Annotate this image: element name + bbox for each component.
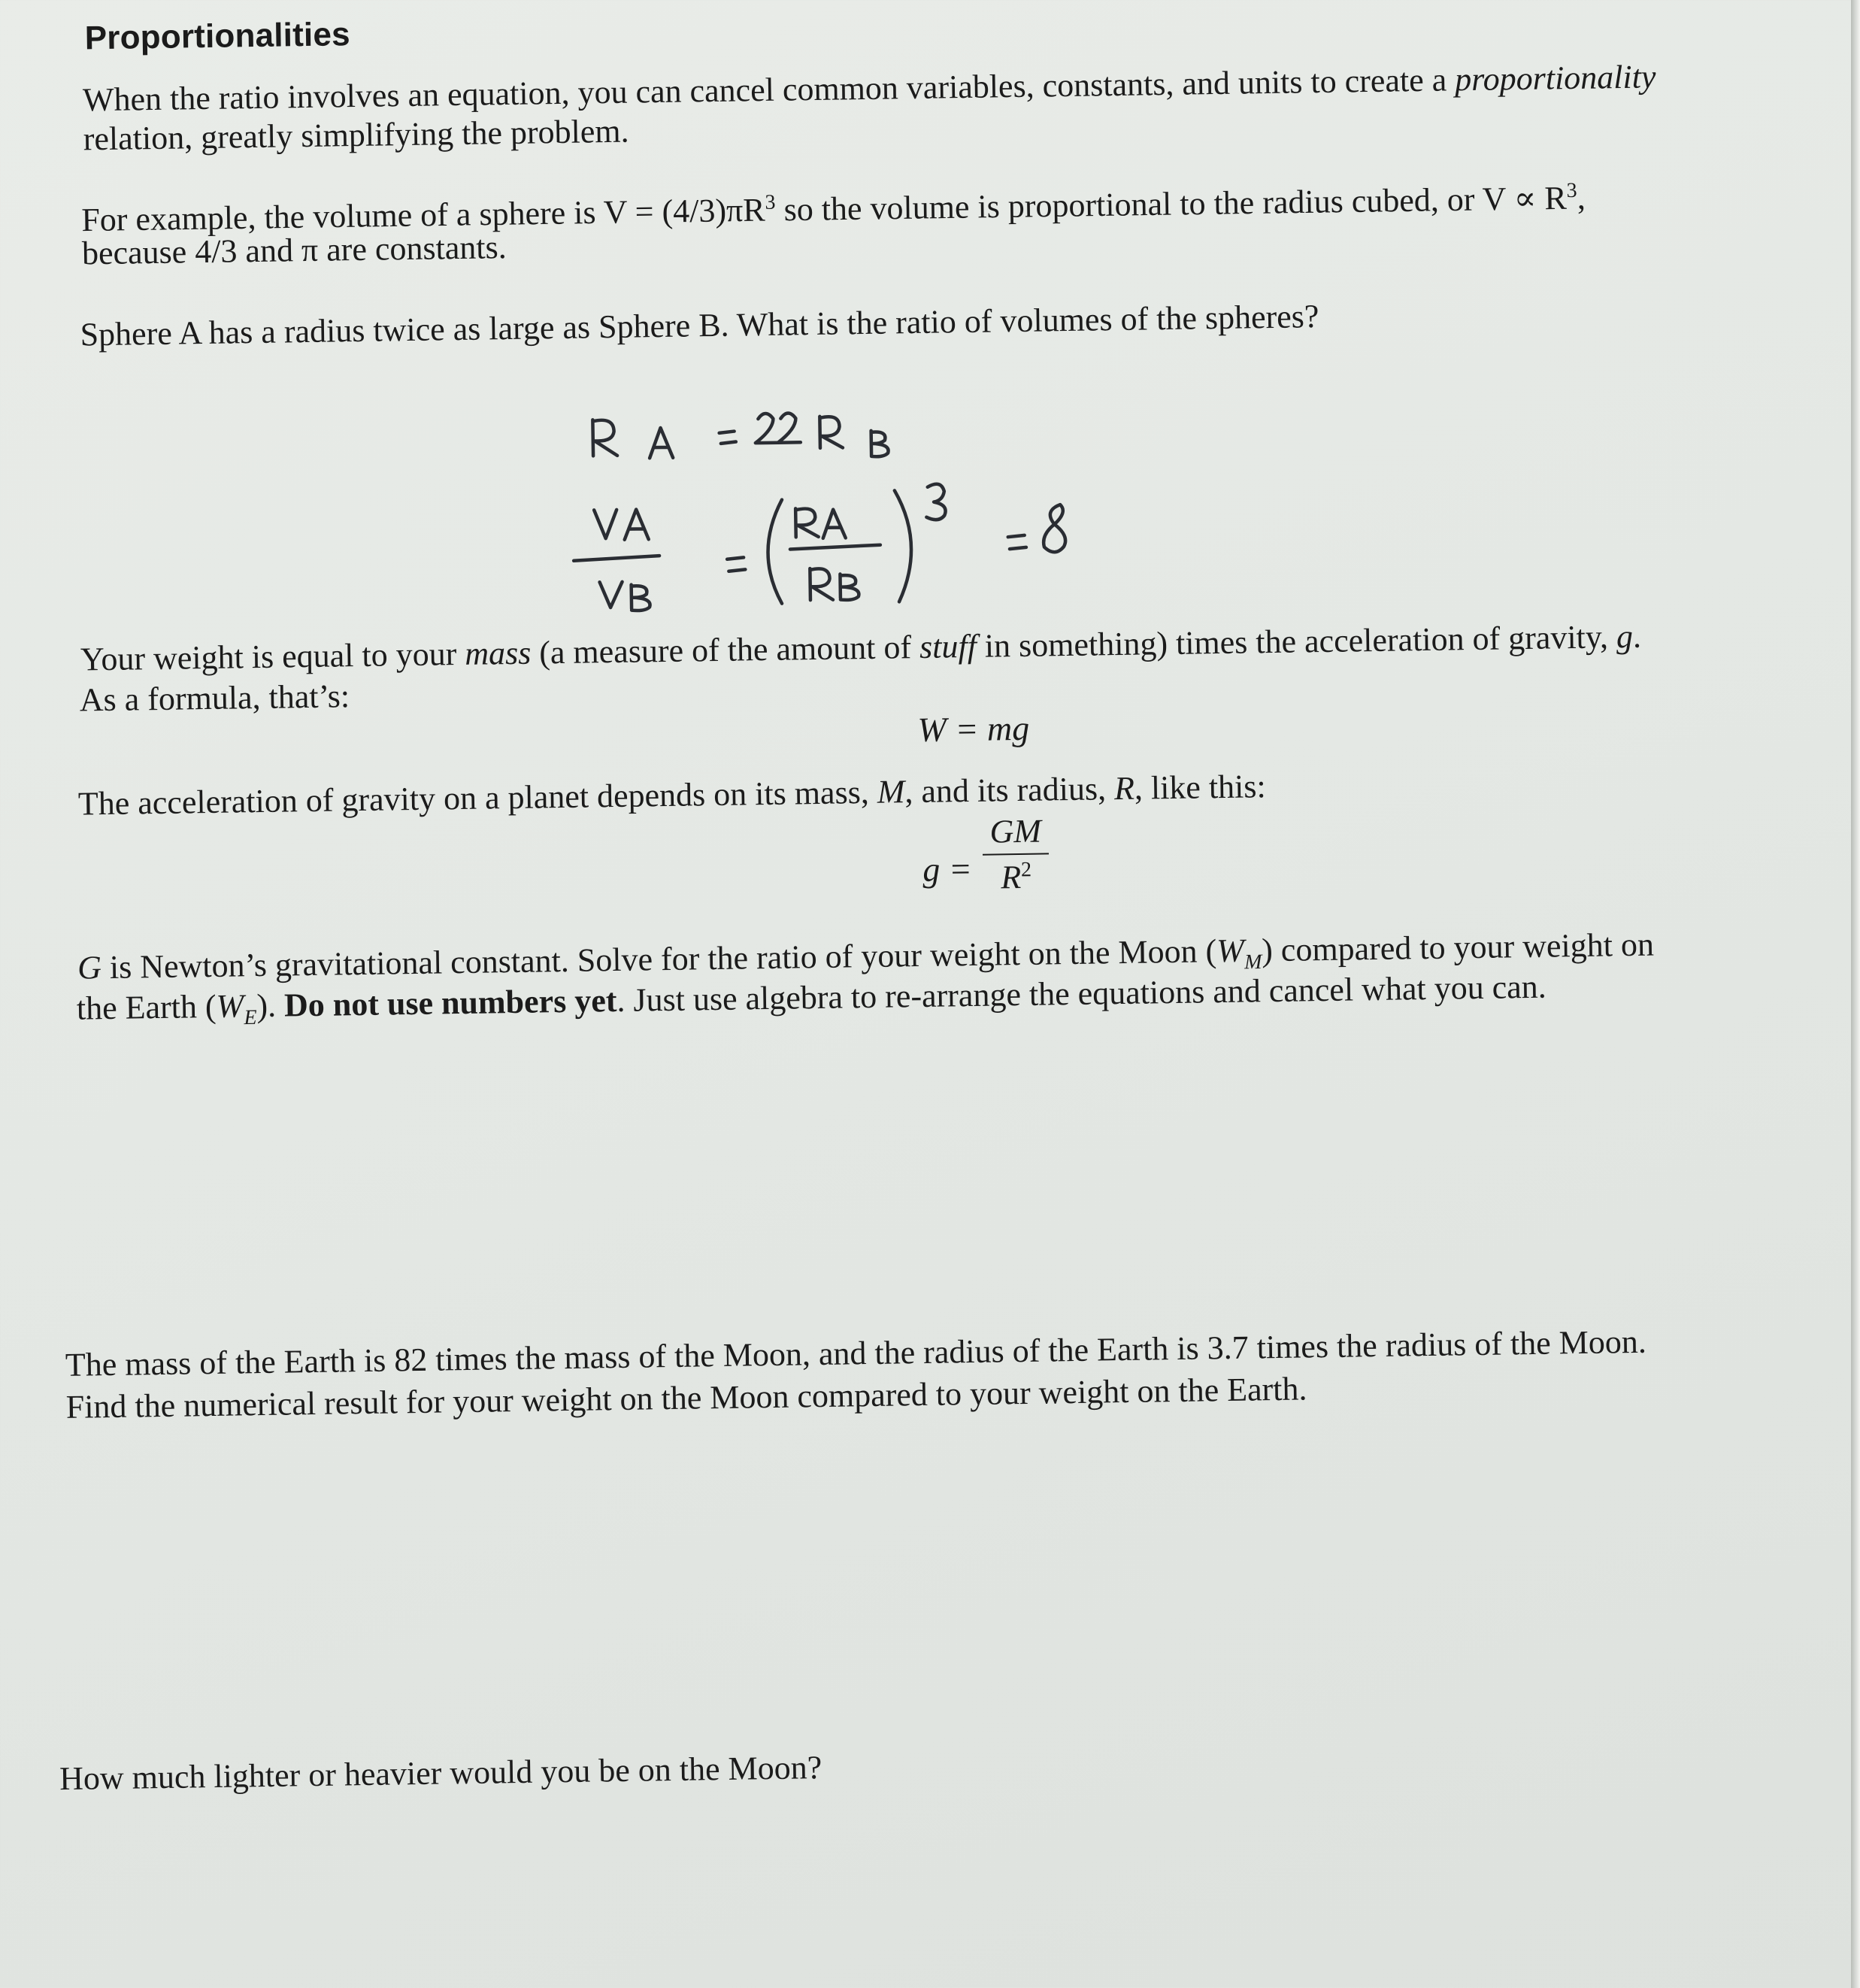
mass-term: mass: [464, 634, 532, 672]
hand-equals: [719, 432, 736, 444]
stuff-term: stuff: [919, 627, 977, 665]
numerical-line-1: The mass of the Earth is 82 times the mass of the Moon, and the radius of the Earth is 3.7 times the radius of the Moon.: [65, 1323, 1647, 1383]
hand-letter: [822, 509, 846, 538]
hand-letter: [650, 428, 674, 458]
radius-symbol: R: [1113, 769, 1135, 808]
hand-digit: [755, 414, 778, 443]
weight-symbol: W: [1216, 932, 1245, 970]
hand-letter: [795, 508, 819, 537]
hand-fraction-bar: [790, 545, 880, 550]
hand-paren: [767, 500, 783, 604]
comma: ,: [1577, 179, 1586, 217]
hand-letter: [594, 510, 617, 538]
hand-digit: [777, 413, 801, 442]
hand-letter: [810, 568, 833, 600]
hand-paren: [895, 490, 912, 602]
hand-digit: [926, 484, 946, 520]
gravity-text: The acceleration of gravity on a planet depends on its mass,: [77, 773, 878, 823]
mass-symbol: M: [877, 773, 905, 811]
solve-text: . Just use algebra to re-arrange the equations and cancel what you can.: [616, 968, 1547, 1019]
example-line-2: because 4/3 and π are constants.: [81, 229, 507, 272]
g-constant-symbol: G: [77, 949, 102, 986]
gravity-numerator: GM: [982, 811, 1049, 855]
weight-text: Your weight is equal to your: [80, 635, 465, 678]
hand-letter: [632, 584, 650, 611]
hand-fraction-bar: [574, 556, 659, 561]
solve-text: the Earth (: [76, 987, 217, 1027]
radius-symbol: R: [1000, 858, 1022, 896]
hand-digit: [1043, 505, 1065, 552]
hand-letter: [592, 420, 617, 456]
intro-line-2: relation, greatly simplifying the problem.: [83, 112, 629, 158]
period: .: [1632, 617, 1642, 655]
solve-text: ) compared to your weight on: [1261, 926, 1655, 969]
hand-letter: [871, 431, 889, 457]
hand-letter: [819, 416, 843, 447]
gravity-text: , like this:: [1134, 768, 1267, 807]
question-sphere-ratio: Sphere A has a radius twice as large as Sphere B. What is the ratio of volumes of the spheres?: [80, 298, 1319, 353]
gravity-formula-lhs: g =: [922, 849, 973, 889]
weight-line-2: As a formula, that’s:: [79, 677, 350, 719]
hand-letter: [600, 582, 623, 608]
intro-text: When the ratio involves an equation, you can cancel common variables, constants, and units to create a: [82, 61, 1456, 119]
exponent: 3: [1566, 178, 1577, 203]
no-numbers-instruction: Do not use numbers yet: [283, 981, 617, 1024]
exponent: 2: [1020, 858, 1032, 882]
hand-letter: [840, 574, 859, 600]
earth-subscript: E: [244, 1005, 257, 1030]
weight-formula: W = mg: [917, 708, 1030, 749]
weight-symbol: W: [216, 987, 244, 1025]
proportional-text: so the volume is proportional to the radius cubed, or V ∝ R: [775, 179, 1568, 229]
proportionality-term: proportionality: [1454, 58, 1656, 98]
g-symbol: g: [1616, 617, 1634, 656]
solve-text: is Newton’s gravitational constant. Solve for the ratio of your weight on the Moon (: [101, 932, 1217, 986]
moon-subscript: M: [1244, 950, 1262, 974]
gravity-text: , and its radius,: [904, 770, 1115, 811]
solve-text: ).: [256, 986, 285, 1025]
sphere-volume-formula: For example, the volume of a sphere is V = (4/3)πR: [80, 191, 765, 239]
gravity-denominator: [983, 854, 1050, 896]
page-title: Proportionalities: [84, 16, 351, 57]
weight-text: (a measure of the amount of: [530, 628, 920, 671]
final-question: How much lighter or heavier would you be on the Moon?: [59, 1749, 822, 1798]
weight-text: in something) times the acceleration of gravity,: [976, 618, 1617, 665]
exponent: 3: [765, 190, 776, 214]
hand-equals: [727, 557, 745, 571]
hand-letter: [624, 509, 649, 539]
numerical-line-2: Find the numerical result for your weight on the Moon compared to your weight on the Earth.: [65, 1370, 1307, 1426]
hand-equals: [1008, 535, 1026, 549]
gravity-formula-fraction: [982, 811, 1050, 896]
